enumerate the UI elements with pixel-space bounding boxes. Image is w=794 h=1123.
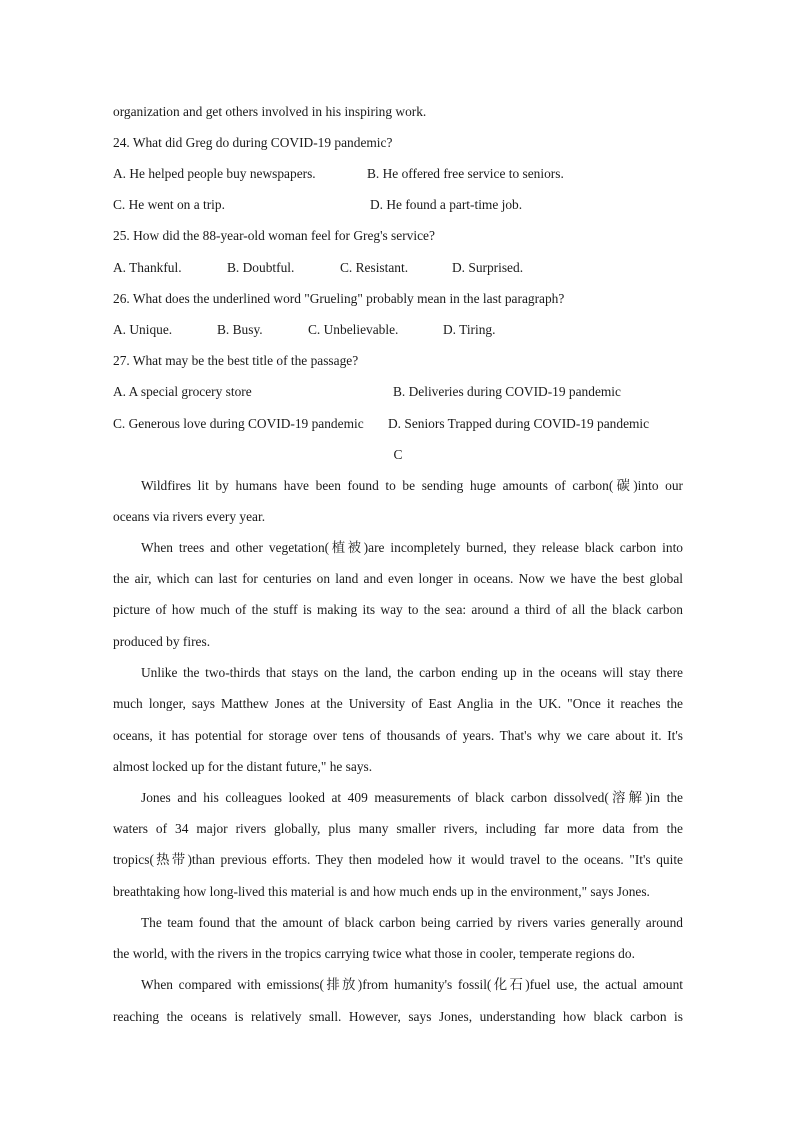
paragraph-3-line-3: oceans, it has potential for storage over tens of thousands of years. That's why we care about it. It's bbox=[113, 728, 683, 743]
paragraph-4-line-4: breathtaking how long-lived this material is and how much ends up in the environment," says Jones. bbox=[113, 884, 650, 899]
q26-option-d: D. Tiring. bbox=[443, 322, 496, 337]
question-24: 24. What did Greg do during COVID-19 pandemic? bbox=[113, 135, 393, 150]
q24-option-b: B. He offered free service to seniors. bbox=[367, 166, 564, 181]
paragraph-3-line-1: Unlike the two-thirds that stays on the land, the carbon ending up in the oceans will stay there bbox=[141, 665, 683, 680]
q25-option-b: B. Doubtful. bbox=[227, 260, 295, 275]
paragraph-3-line-4: almost locked up for the distant future," he says. bbox=[113, 759, 373, 774]
paragraph-2-line-1: When trees and other vegetation(植被)are incompletely burned, they release black carbon into bbox=[141, 540, 683, 555]
q24-option-a: A. He helped people buy newspapers. bbox=[113, 166, 316, 181]
paragraph-5-line-2: the world, with the rivers in the tropics carrying twice what those in cooler, temperate regions do. bbox=[113, 946, 635, 961]
q26-option-b: B. Busy. bbox=[217, 322, 263, 337]
question-25: 25. How did the 88-year-old woman feel for Greg's service? bbox=[113, 228, 435, 243]
q27-option-d: D. Seniors Trapped during COVID-19 pandemic bbox=[388, 416, 650, 431]
q27-option-a: A. A special grocery store bbox=[113, 384, 252, 399]
q27-option-c: C. Generous love during COVID-19 pandemic bbox=[113, 416, 364, 431]
q24-option-c: C. He went on a trip. bbox=[113, 197, 225, 212]
paragraph-6-line-1: When compared with emissions(排放)from humanity's fossil(化石)fuel use, the actual amount bbox=[141, 977, 683, 992]
q25-option-c: C. Resistant. bbox=[340, 260, 409, 275]
q26-option-c: C. Unbelievable. bbox=[308, 322, 399, 337]
paragraph-1-line-1: Wildfires lit by humans have been found to be sending huge amounts of carbon(碳)into our bbox=[141, 478, 683, 493]
paragraph-4-line-1: Jones and his colleagues looked at 409 measurements of black carbon dissolved(溶解)in the bbox=[141, 790, 683, 805]
q24-option-d: D. He found a part-time job. bbox=[370, 197, 523, 212]
question-27: 27. What may be the best title of the passage? bbox=[113, 353, 359, 368]
paragraph-4-line-2: waters of 34 major rivers globally, plus many smaller rivers, including far more data from the bbox=[113, 821, 683, 836]
section-heading: C bbox=[393, 447, 403, 462]
paragraph-2-line-2: the air, which can last for centuries on land and even longer in oceans. Now we have the best global bbox=[113, 571, 683, 586]
paragraph-3-line-2: much longer, says Matthew Jones at the University of East Anglia in the UK. "Once it reaches the bbox=[113, 696, 683, 711]
q25-option-a: A. Thankful. bbox=[113, 260, 182, 275]
paragraph-6-line-2: reaching the oceans is relatively small. However, says Jones, understanding how black carbon is bbox=[113, 1009, 683, 1024]
previous-passage-end: organization and get others involved in his inspiring work. bbox=[113, 104, 427, 119]
q25-option-d: D. Surprised. bbox=[452, 260, 524, 275]
q27-option-b: B. Deliveries during COVID-19 pandemic bbox=[393, 384, 621, 399]
question-26: 26. What does the underlined word "Grueling" probably mean in the last paragraph? bbox=[113, 291, 565, 306]
q26-option-a: A. Unique. bbox=[113, 322, 173, 337]
paragraph-4-line-3: tropics(热带)than previous efforts. They then modeled how it would travel to the oceans. "It's quite bbox=[113, 852, 683, 867]
paragraph-2-line-4: produced by fires. bbox=[113, 634, 211, 649]
paragraph-2-line-3: picture of how much of the stuff is making its way to the sea: around a third of all the black carbon bbox=[113, 602, 683, 617]
paragraph-1-line-2: oceans via rivers every year. bbox=[113, 509, 266, 524]
paragraph-5-line-1: The team found that the amount of black carbon being carried by rivers varies generally around bbox=[141, 915, 683, 930]
